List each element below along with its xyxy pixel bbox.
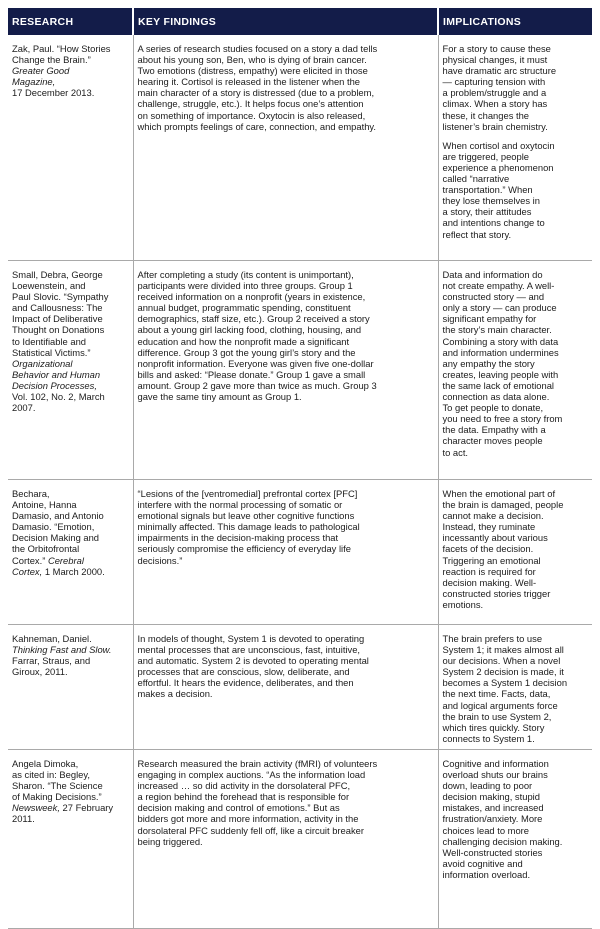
findings-text: A series of research studies focused on a story a dad tells about his young son, Ben, who is dying of brain cancer. Two emotions (distress, empathy) were elicited in those hearing it. Cortisol is released in the listener when the main character of a story is distressed (due to a problem, challenge, struggle, etc.). It helps focus one’s attention on something of importance. Oxytocin is also released, which prompts feelings of care, connection, and empathy. — [137, 43, 378, 132]
implications-cell — [438, 261, 592, 480]
implications-cell — [438, 750, 592, 929]
research-cell — [8, 625, 133, 750]
research-date: Farrar, Straus, and Giroux, 2011. — [12, 655, 91, 678]
research-citation: Kahneman, Daniel. — [12, 633, 92, 644]
implications-paragraph: For a story to cause these physical changes, it must have dramatic arc structure — capturing tension with a problem/struggle and a climax. When a story has these, it changes the listener’s brain chemistry. — [442, 43, 557, 132]
research-date: 17 December 2013. — [12, 87, 95, 99]
research-citation: Zak, Paul. “How Stories Change the Brain.” — [12, 43, 111, 66]
findings-text: After completing a study (its content is unimportant), participants were divided into three groups. Group 1 received information on a nonprofit (years in existence, annual budget, programmatic spending, constituent demographics, staff size, etc.). Group 2 received a story about a young girl lacking food, clothing, housing, and education and how the nonprofit made a significant difference. Group 3 got the young girl’s story and the nonprofit information. Everyone was given five one-dollar bills and asked: “Please donate.” Group 1 gave a small amount. Group 2 gave more than twice as much. Group 3 gave the same tiny amount as Group 1. — [137, 269, 377, 403]
research-cell — [8, 35, 133, 261]
findings-cell — [133, 35, 438, 261]
findings-cell — [133, 261, 438, 480]
implications-paragraph: When cortisol and oxytocin are triggered, people experience a phenomenon called “narrative transportation.” When they lose themselves in a story, their attitudes and intentions change to reflect that story. — [442, 139, 555, 240]
research-source-italic: Greater Good Magazine, — [12, 65, 70, 88]
research-source-italic: Thinking Fast and Slow. — [12, 644, 112, 656]
findings-cell — [133, 625, 438, 750]
table-row — [8, 35, 592, 261]
table-row — [8, 261, 592, 480]
implications-cell — [438, 480, 592, 625]
table-row — [8, 480, 592, 625]
research-date: Vol. 102, No. 2, March 2007. — [12, 391, 105, 414]
research-date: 27 February 2011. — [12, 802, 114, 825]
research-cell — [8, 261, 133, 480]
research-cell — [8, 750, 133, 929]
findings-text: Research measured the brain activity (fMRI) of volunteers engaging in complex auctions. “As the information load increased … so did activity in the dorsolateral PFC, a region behind the forehead that is responsible for decision making and control of emotions.” But as bidders got more and more information, activity in the dorsolateral PFC suddenly fell off, like a circuit breaker being triggered. — [137, 758, 378, 847]
header-research: RESEARCH — [8, 8, 133, 35]
research-source-italic: Cerebral Cortex, — [12, 554, 84, 577]
header-row — [8, 8, 592, 35]
table-row — [8, 625, 592, 750]
implications-paragraph: The brain prefers to use System 1; it makes almost all our decisions. When a novel System 2 decision is made, it becomes a System 1 decision the next time. Facts, data, and logical arguments force the brain to use System 2, which tires quickly. Story connects to System 1. — [442, 633, 568, 744]
research-date: 1 March 2000. — [42, 565, 105, 577]
research-table — [8, 8, 592, 929]
research-citation: Small, Debra, George Loewenstein, and Paul Slovic. “Sympathy and Callousness: The Impact of Deliberative Thought on Donations to Identifiable and Statistical Victims.” — [12, 269, 109, 358]
implications-paragraph: Cognitive and information overload shuts our brains down, leading to poor decision making, stupid mistakes, and increased frustration/anxiety. More choices lead to more challenging decision making. Well-constructed stories avoid cognitive and information overload. — [442, 758, 563, 880]
findings-text: “Lesions of the [ventromedial] prefrontal cortex [PFC] interfere with the normal processing of somatic or emotional signals but leave other cognitive functions minimally affected. This damage leads to pathological impairments in the decision-making process that seriously compromise the efficiency of everyday life decisions.” — [137, 488, 360, 566]
table-header — [8, 8, 592, 35]
research-source-italic: Newsweek, — [12, 802, 60, 814]
implications-cell — [438, 625, 592, 750]
header-key-findings: KEY FINDINGS — [133, 8, 438, 35]
table-row — [8, 750, 592, 929]
header-implications: IMPLICATIONS — [438, 8, 592, 35]
implications-paragraph: Data and information do not create empathy. A well- constructed story — and only a story — can produce significant empathy for the story’s main character. Combining a story with data and information undermines any empathy the story creates, leaving people with the same lack of emotional connection as data alone. To get people to donate, you need to free a story from the data. Empathy with a character moves people to act. — [442, 269, 563, 458]
findings-cell — [133, 750, 438, 929]
table-body — [8, 35, 592, 929]
findings-cell — [133, 480, 438, 625]
research-source-italic: Organizational Behavior and Human Decision Processes, — [12, 357, 101, 391]
implications-cell — [438, 35, 592, 261]
findings-text: In models of thought, System 1 is devoted to operating mental processes that are unconscious, fast, intuitive, and automatic. System 2 is devoted to operating mental processes that are conscious, slow, deliberate, and effortful. It hears the evidence, deliberates, and then makes a decision. — [137, 633, 369, 700]
implications-paragraph: When the emotional part of the brain is damaged, people cannot make a decision. Instead, they ruminate incessantly about various facets of the decision. Triggering an emotional reaction is required for decision making. Well- constructed stories trigger emotions. — [442, 488, 564, 610]
research-citation: Angela Dimoka, as cited in: Begley, Sharon. “The Science of Making Decisions.” — [12, 758, 103, 803]
research-citation: Bechara, Antoine, Hanna Damasio, and Antonio Damasio. “Emotion, Decision Making and the Orbitofrontal Cortex.” — [12, 488, 104, 566]
research-cell — [8, 480, 133, 625]
